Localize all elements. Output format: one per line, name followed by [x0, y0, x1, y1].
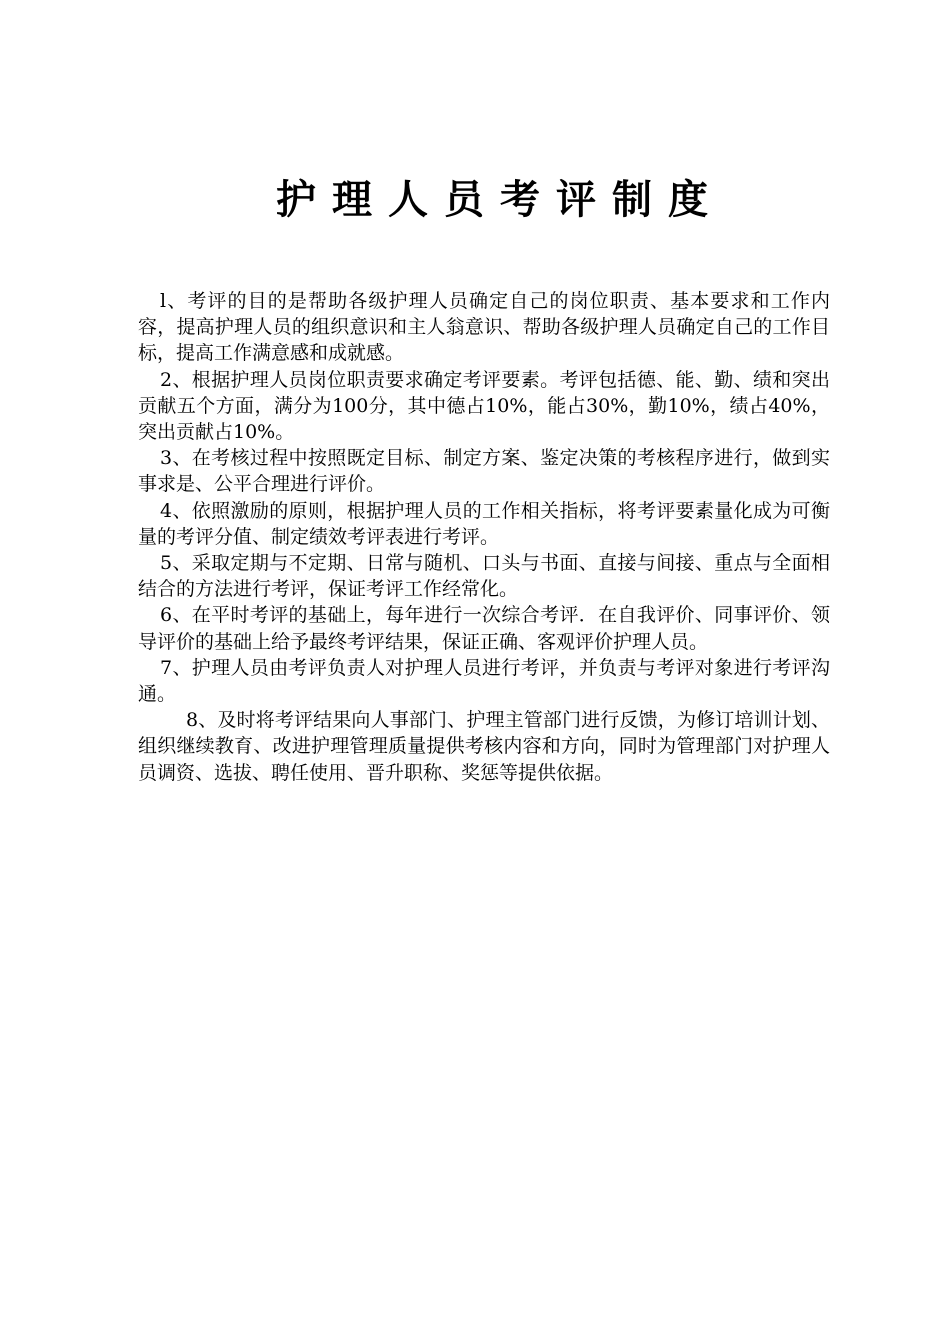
paragraph-7: 7、护理人员由考评负责人对护理人员进行考评，并负责与考评对象进行考评沟通。 [138, 656, 830, 706]
document-title: 护理人员考评制度 [276, 177, 724, 223]
document-body [138, 288, 830, 786]
paragraph-4: 4、依照激励的原则，根据护理人员的工作相关指标，将考评要素量化成为可衡量的考评分值、制定绩效考评表进行考评。 [138, 499, 830, 548]
paragraph-1: l、考评的目的是帮助各级护理人员确定自己的岗位职责、基本要求和工作内容，提高护理人员的组织意识和主人翁意识、帮助各级护理人员确定自己的工作目标，提高工作满意感和成就感。 [138, 290, 830, 365]
paragraph-5: 5、采取定期与不定期、日常与随机、口头与书面、直接与间接、重点与全面相结合的方法进行考评，保证考评工作经常化。 [138, 552, 830, 601]
paragraph-3: 3、在考核过程中按照既定目标、制定方案、鉴定决策的考核程序进行，做到实事求是、公平合理进行评价。 [138, 447, 830, 496]
paragraph-6: 6、在平时考评的基础上，每年进行一次综合考评．在自我评价、同事评价、领导评价的基础上给予最终考评结果，保证正确、客观评价护理人员。 [138, 604, 830, 653]
paragraph-2: 2、根据护理人员岗位职责要求确定考评要素。考评包括德、能、勤、绩和突出贡献五个方面，满分为100分，其中德占10%，能占30%，勤10%，绩占40%，突出贡献占10%。 [138, 368, 830, 444]
paragraph-8: 8、及时将考评结果向人事部门、护理主管部门进行反馈，为修订培训计划、组织继续教育、改进护理管理质量提供考核内容和方向，同时为管理部门对护理人员调资、选拔、聘任使用、晋升职称、奖惩等提供依据。 [138, 709, 830, 784]
